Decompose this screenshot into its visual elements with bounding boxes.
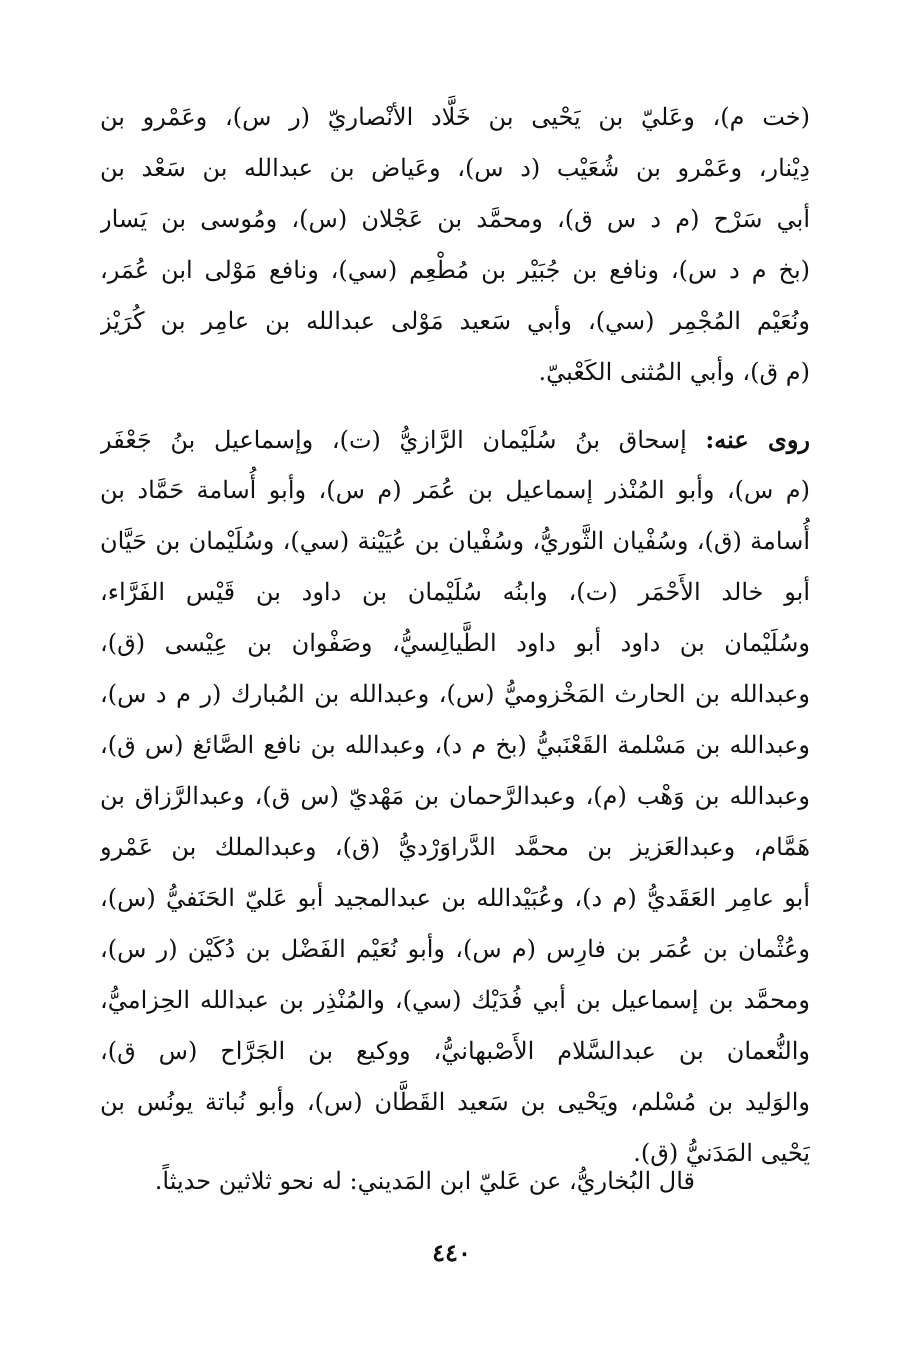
- text-line: أبي سَرْح (م د س ق)، ومحمَّد بن عَجْلان (س)، ومُوسى بن يَسار: [100, 205, 810, 233]
- text-line: ومحمَّد بن إسماعيل بن أبي فُدَيْك (سي)، والمُنْذِر بن عبدالله الحِزاميُّ،: [100, 986, 810, 1014]
- narrators-paragraph: [100, 92, 810, 398]
- text-line-rest: إسحاق بنُ سُلَيْمان الرَّازيُّ (ت)، وإسماعيل بنُ جَعْفَر: [100, 426, 706, 454]
- text-line: والوَليد بن مُسْلم، ويَحْيى بن سَعيد القَطَّان (س)، وأبو نُباتة يونُس بن: [100, 1088, 810, 1116]
- text-line: أُسامة (ق)، وسُفْيان الثَّوريُّ، وسُفْيان بن عُيَيْنة (سي)، وسُلَيْمان بن حَيَّان: [100, 527, 810, 555]
- bukhari-quote: قال البُخاريُّ، عن عَليّ ابن المَديني: له نحو ثلاثين حديثاً.: [154, 1167, 695, 1195]
- text-line: ونُعَيْم المُجْمِر (سي)، وأبي سَعيد مَوْلى عبدالله بن عامِر بن كُرَيْز: [100, 307, 810, 335]
- text-line: (م ق)، وأبي المُثنى الكَعْبيّ.: [538, 358, 810, 386]
- text-line: وعبدالله بن الحارث المَخْزوميُّ (س)، وعبدالله بن المُبارك (ر م د س)،: [100, 680, 810, 708]
- text-line: (بخ م د س)، ونافع بن جُبَيْر بن مُطْعِم (سي)، ونافع مَوْلى ابن عُمَر،: [100, 256, 810, 284]
- text-line-first: [100, 414, 810, 465]
- text-line: يَحْيى المَدَنيُّ (ق).: [633, 1139, 810, 1167]
- text-line: أبو خالد الأَحْمَر (ت)، وابنُه سُلَيْمان بن داود بن قَيْس الفَرَّاء،: [100, 578, 810, 606]
- text-line: أبو عامِر العَقَديُّ (م د)، وعُبَيْدالله بن عبدالمجيد أبو عَليّ الحَنَفيُّ (س)،: [100, 884, 810, 912]
- text-line: وعُثْمان بن عُمَر بن فارِس (م س)، وأبو نُعَيْم الفَضْل بن دُكَيْن (ر س)،: [100, 935, 810, 963]
- page-number: ٤٤٠: [432, 1238, 471, 1267]
- text-line: وعبدالله بن مَسْلمة القَعْنَبيُّ (بخ م د)، وعبدالله بن نافع الصَّائغ (س ق)،: [100, 731, 810, 759]
- text-line: وعبدالله بن وَهْب (م)، وعبدالرَّحمان بن مَهْديّ (س ق)، وعبدالرَّزاق بن: [100, 782, 810, 810]
- narrated-by-paragraph: [100, 414, 810, 1179]
- text-line: والنُّعمان بن عبدالسَّلام الأَصْبهانيُّ، ووكيع بن الجَرَّاح (س ق)،: [100, 1037, 810, 1065]
- text-line: (م س)، وأبو المُنْذر إسماعيل بن عُمَر (م س)، وأبو أُسامة حَمَّاد بن: [100, 476, 810, 504]
- text-line: هَمَّام، وعبدالعَزيز بن محمَّد الدَّراوَرْديُّ (ق)، وعبدالملك بن عَمْرو: [100, 833, 810, 861]
- text-line: (خت م)، وعَليّ بن يَحْيى بن خَلَّاد الأنْصاريّ (ر س)، وعَمْرو بن: [100, 103, 810, 131]
- section-lead: روى عنه:: [705, 425, 810, 454]
- text-line: دِيْنار، وعَمْرو بن شُعَيْب (د س)، وعَياض بن عبدالله بن سَعْد بن: [100, 154, 810, 182]
- text-line: وسُلَيْمان بن داود أبو داود الطَّيالِسيُّ، وصَفْوان بن عِيْسى (ق)،: [100, 629, 810, 657]
